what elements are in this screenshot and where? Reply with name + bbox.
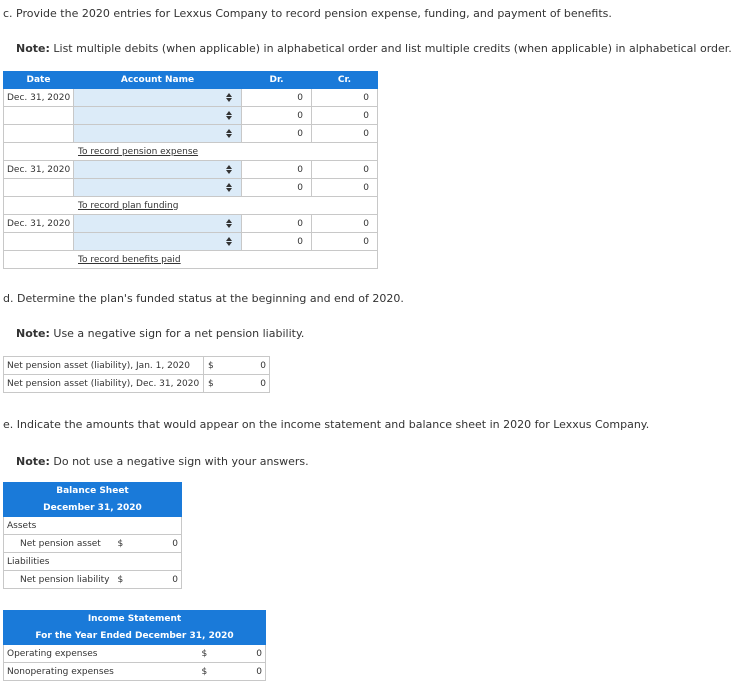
is-period: For the Year Ended December 31, 2020 bbox=[4, 628, 266, 645]
is-period-row bbox=[4, 628, 266, 645]
assets-label: Assets bbox=[4, 517, 182, 535]
credit-header: Cr. bbox=[312, 72, 378, 89]
note-label: Note: bbox=[16, 42, 50, 55]
journal-row bbox=[4, 89, 378, 107]
journal-memo-row bbox=[4, 197, 378, 215]
part-e-instruction: e. Indicate the amounts that would appear on the income statement and balance sheet in 2020 for Lexxus Company. bbox=[3, 418, 650, 431]
operating-expenses-label: Operating expenses bbox=[4, 645, 200, 663]
select-arrows-icon[interactable] bbox=[224, 163, 233, 175]
journal-row bbox=[4, 125, 378, 143]
nonoperating-expenses-input[interactable]: 0 bbox=[216, 663, 266, 681]
bs-date-row bbox=[4, 500, 182, 517]
entry-date-empty bbox=[4, 179, 74, 197]
journal-row bbox=[4, 233, 378, 251]
net-pension-asset-input[interactable]: 0 bbox=[132, 535, 182, 553]
journal-memo-row bbox=[4, 251, 378, 269]
is-title: Income Statement bbox=[4, 611, 266, 628]
entry-memo: To record plan funding bbox=[78, 200, 179, 211]
note-label: Note: bbox=[16, 455, 50, 468]
funded-status-table bbox=[3, 356, 270, 393]
note-label: Note: bbox=[16, 327, 50, 340]
funded-jan-input[interactable]: 0 bbox=[222, 357, 270, 375]
currency-symbol: $ bbox=[116, 535, 132, 553]
part-d-instruction: d. Determine the plan's funded status at the beginning and end of 2020. bbox=[3, 292, 404, 305]
entry-date: Dec. 31, 2020 bbox=[4, 161, 74, 179]
debit-input[interactable]: 0 bbox=[242, 233, 312, 251]
debit-input[interactable]: 0 bbox=[242, 89, 312, 107]
bs-row bbox=[4, 517, 182, 535]
debit-input[interactable]: 0 bbox=[242, 125, 312, 143]
debit-input[interactable]: 0 bbox=[242, 215, 312, 233]
currency-symbol: $ bbox=[200, 645, 216, 663]
bs-row bbox=[4, 553, 182, 571]
part-c-instruction: c. Provide the 2020 entries for Lexxus Company to record pension expense, funding, and payment of benefits. bbox=[3, 7, 612, 20]
is-row bbox=[4, 663, 266, 681]
part-e-note bbox=[16, 455, 309, 468]
net-pension-liability-label: Net pension liability bbox=[4, 571, 116, 589]
credit-input[interactable]: 0 bbox=[312, 179, 378, 197]
bs-title-row bbox=[4, 483, 182, 500]
currency-symbol: $ bbox=[204, 375, 222, 393]
journal-header-row bbox=[4, 72, 378, 89]
net-pension-liability-input[interactable]: 0 bbox=[132, 571, 182, 589]
funded-row bbox=[4, 375, 270, 393]
debit-header: Dr. bbox=[242, 72, 312, 89]
account-select[interactable] bbox=[74, 233, 242, 251]
journal-row bbox=[4, 161, 378, 179]
credit-input[interactable]: 0 bbox=[312, 107, 378, 125]
journal-entry-table bbox=[3, 71, 378, 269]
part-d-note bbox=[16, 327, 304, 340]
operating-expenses-input[interactable]: 0 bbox=[216, 645, 266, 663]
select-arrows-icon[interactable] bbox=[224, 109, 233, 121]
bs-row bbox=[4, 535, 182, 553]
account-select[interactable] bbox=[74, 179, 242, 197]
debit-input[interactable]: 0 bbox=[242, 161, 312, 179]
entry-memo: To record pension expense bbox=[78, 146, 199, 157]
funded-dec-input[interactable]: 0 bbox=[222, 375, 270, 393]
entry-date-empty bbox=[4, 233, 74, 251]
bs-row bbox=[4, 571, 182, 589]
bs-date: December 31, 2020 bbox=[4, 500, 182, 517]
note-text: List multiple debits (when applicable) in alphabetical order and list multiple credits (when applicable) in alphabetical order. bbox=[49, 42, 732, 55]
is-row bbox=[4, 645, 266, 663]
funded-label: Net pension asset (liability), Dec. 31, 2020 bbox=[4, 375, 204, 393]
account-select[interactable] bbox=[74, 107, 242, 125]
credit-input[interactable]: 0 bbox=[312, 161, 378, 179]
journal-memo-row bbox=[4, 143, 378, 161]
entry-date: Dec. 31, 2020 bbox=[4, 89, 74, 107]
entry-date: Dec. 31, 2020 bbox=[4, 215, 74, 233]
select-arrows-icon[interactable] bbox=[224, 217, 233, 229]
nonoperating-expenses-label: Nonoperating expenses bbox=[4, 663, 200, 681]
part-c-note bbox=[16, 42, 732, 55]
credit-input[interactable]: 0 bbox=[312, 215, 378, 233]
credit-input[interactable]: 0 bbox=[312, 89, 378, 107]
journal-row bbox=[4, 179, 378, 197]
entry-date-empty bbox=[4, 107, 74, 125]
select-arrows-icon[interactable] bbox=[224, 91, 233, 103]
account-select[interactable] bbox=[74, 161, 242, 179]
select-arrows-icon[interactable] bbox=[224, 127, 233, 139]
entry-memo: To record benefits paid bbox=[78, 254, 181, 265]
is-title-row bbox=[4, 611, 266, 628]
note-text: Use a negative sign for a net pension liability. bbox=[49, 327, 305, 340]
account-select[interactable] bbox=[74, 125, 242, 143]
balance-sheet-table bbox=[3, 482, 182, 589]
income-statement-table bbox=[3, 610, 266, 681]
credit-input[interactable]: 0 bbox=[312, 233, 378, 251]
journal-row bbox=[4, 107, 378, 125]
debit-input[interactable]: 0 bbox=[242, 107, 312, 125]
note-text: Do not use a negative sign with your answers. bbox=[49, 455, 309, 468]
account-select[interactable] bbox=[74, 215, 242, 233]
entry-date-empty bbox=[4, 125, 74, 143]
date-header: Date bbox=[4, 72, 74, 89]
debit-input[interactable]: 0 bbox=[242, 179, 312, 197]
account-select[interactable] bbox=[74, 89, 242, 107]
credit-input[interactable]: 0 bbox=[312, 125, 378, 143]
funded-label: Net pension asset (liability), Jan. 1, 2020 bbox=[4, 357, 204, 375]
liabilities-label: Liabilities bbox=[4, 553, 182, 571]
select-arrows-icon[interactable] bbox=[224, 181, 233, 193]
currency-symbol: $ bbox=[200, 663, 216, 681]
funded-row bbox=[4, 357, 270, 375]
select-arrows-icon[interactable] bbox=[224, 235, 233, 247]
net-pension-asset-label: Net pension asset bbox=[4, 535, 116, 553]
currency-symbol: $ bbox=[204, 357, 222, 375]
currency-symbol: $ bbox=[116, 571, 132, 589]
bs-title: Balance Sheet bbox=[4, 483, 182, 500]
journal-row bbox=[4, 215, 378, 233]
account-name-header: Account Name bbox=[74, 72, 242, 89]
